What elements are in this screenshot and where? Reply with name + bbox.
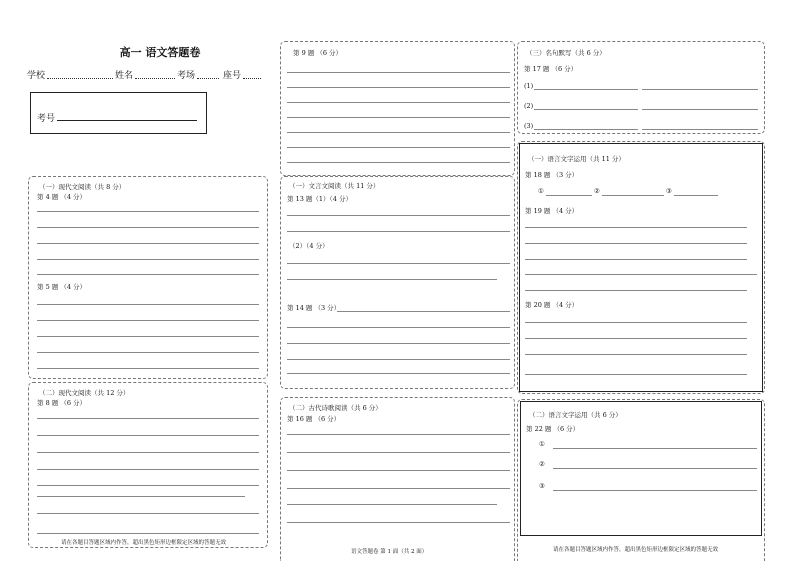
page-title: 高一 语文答题卷 (119, 46, 201, 59)
q13-1-answer-line[interactable] (287, 231, 510, 232)
q18-mark-3: ③ (666, 187, 672, 195)
q9-answer-line[interactable] (287, 102, 510, 103)
q14-answer-line[interactable] (287, 343, 510, 344)
q4-answer-line[interactable] (37, 243, 259, 244)
dictation-heading: （三）名句默写（共 6 分） (526, 49, 606, 57)
name-label: 姓名 (115, 71, 134, 81)
q8-answer-line[interactable] (37, 496, 245, 497)
q18-blank-2[interactable] (602, 195, 664, 196)
q5-answer-line[interactable] (37, 352, 259, 353)
q18-label: 第 18 题 （3 分） (525, 171, 579, 179)
q5-label: 第 5 题 （4 分） (37, 283, 87, 291)
q8-answer-line[interactable] (37, 469, 259, 470)
q9-answer-line[interactable] (287, 72, 510, 73)
q17-item-3-label: (3) (524, 122, 534, 130)
q19-answer-line[interactable] (525, 227, 747, 228)
q16-answer-line[interactable] (287, 434, 510, 435)
page-footer: 语文答题卷 第 1 面（共 2 面） (351, 549, 428, 555)
q22-item-2-label: ② (539, 460, 545, 468)
answer-area-notice: 请在各题目答题区域内作答，超出黑色矩形边框限定区域的答题无效 (553, 547, 719, 553)
q8-answer-line[interactable] (37, 435, 259, 436)
exam-number-label: 考号 (37, 114, 56, 124)
q18-mark-1: ① (538, 187, 544, 195)
poetry-reading-heading: （二）古代诗歌阅读（共 6 分） (289, 404, 382, 412)
q9-panel (280, 41, 515, 176)
q22-item-2-field[interactable] (553, 468, 757, 469)
q4-answer-line[interactable] (37, 259, 259, 260)
modern-reading-1-panel (28, 176, 268, 379)
q22-item-1-label: ① (539, 440, 545, 448)
q14-answer-line[interactable] (337, 311, 510, 312)
q18-blank-1[interactable] (546, 195, 592, 196)
q5-answer-line[interactable] (37, 336, 259, 337)
modern-reading-2-heading: （二）现代文阅读（共 12 分） (39, 389, 130, 397)
q13-2-label: （2）（4 分） (289, 242, 329, 250)
q13-2-answer-line[interactable] (287, 263, 510, 264)
modern-reading-1-heading: （一）现代文阅读（共 8 分） (39, 183, 126, 191)
q20-answer-line[interactable] (525, 338, 747, 339)
language-use-2-panel (520, 401, 762, 536)
q9-label: 第 9 题 （6 分） (293, 49, 343, 57)
q17-label: 第 17 题 （6 分） (524, 65, 578, 73)
q18-blank-3[interactable] (674, 195, 718, 196)
q16-answer-line[interactable] (287, 522, 510, 523)
q4-label: 第 4 题 （4 分） (37, 193, 87, 201)
modern-reading-2-panel (28, 382, 268, 548)
q20-answer-line[interactable] (525, 374, 747, 375)
q14-answer-line[interactable] (287, 327, 510, 328)
school-label: 学校 (27, 71, 46, 81)
q9-answer-line[interactable] (287, 162, 510, 163)
poetry-reading-panel (280, 397, 515, 561)
q8-label: 第 8 题 （6 分） (37, 399, 87, 407)
classical-reading-heading: （一）文言文阅读（共 11 分） (289, 182, 380, 190)
q17-item-1-label: (1) (524, 82, 534, 90)
q18-mark-2: ② (594, 187, 600, 195)
q13-1-label: 第 13 题（1）（4 分） (287, 195, 352, 203)
q17-item-1-field[interactable] (534, 89, 638, 90)
q9-answer-line[interactable] (287, 87, 510, 88)
exam-number-box (30, 92, 207, 134)
q22-item-1-field[interactable] (553, 448, 757, 449)
q13-1-answer-line[interactable] (287, 215, 510, 216)
q8-answer-line[interactable] (37, 485, 259, 486)
q17-item-1-field[interactable] (642, 89, 758, 90)
seat-field[interactable] (243, 78, 261, 79)
q4-answer-line[interactable] (37, 227, 259, 228)
q8-answer-line[interactable] (37, 513, 259, 514)
room-field[interactable] (197, 78, 219, 79)
q17-item-2-field[interactable] (642, 109, 758, 110)
seat-label: 座号 (223, 71, 242, 81)
q5-answer-line[interactable] (37, 320, 259, 321)
q8-answer-line[interactable] (37, 533, 259, 534)
q19-label: 第 19 题 （4 分） (525, 207, 579, 215)
answer-area-notice: 请在各题目答题区域内作答，超出黑色矩形边框限定区域的答题无效 (61, 540, 227, 546)
language-use-1-heading: （一）语言文字运用（共 11 分） (528, 155, 625, 163)
q14-label: 第 14 题 （3 分） (287, 304, 341, 312)
q8-answer-line[interactable] (37, 452, 259, 453)
student-info-line (27, 68, 263, 82)
q22-label: 第 22 题 （6 分） (526, 425, 580, 433)
q4-answer-line[interactable] (37, 274, 259, 275)
language-use-1-panel (519, 143, 763, 392)
q17-item-2-field[interactable] (534, 109, 638, 110)
name-field[interactable] (135, 78, 175, 79)
school-field[interactable] (47, 78, 113, 79)
exam-number-field[interactable] (57, 120, 197, 121)
room-label: 考场 (177, 71, 196, 81)
q14-answer-line[interactable] (287, 359, 510, 360)
q17-item-3-field[interactable] (642, 129, 758, 130)
q16-answer-line[interactable] (287, 488, 510, 489)
q16-answer-line[interactable] (287, 470, 510, 471)
q20-label: 第 20 题 （4 分） (525, 301, 579, 309)
q13-2-answer-line[interactable] (287, 279, 497, 280)
q17-item-2-label: (2) (524, 102, 534, 110)
q19-answer-line[interactable] (525, 259, 747, 260)
dictation-panel (517, 41, 765, 134)
q9-answer-line[interactable] (287, 132, 510, 133)
language-use-2-heading: （二）语言文字运用（共 6 分） (529, 411, 622, 419)
q17-item-3-field[interactable] (534, 129, 638, 130)
q14-answer-line[interactable] (287, 373, 510, 374)
q9-answer-line[interactable] (287, 147, 510, 148)
q19-answer-line[interactable] (525, 290, 747, 291)
q8-answer-line[interactable] (37, 418, 259, 419)
q19-answer-line[interactable] (525, 274, 757, 275)
q16-answer-line[interactable] (287, 452, 510, 453)
q16-label: 第 16 题 （6 分） (287, 415, 341, 423)
q22-item-3-field[interactable] (553, 490, 757, 491)
q5-answer-line[interactable] (37, 304, 259, 305)
q20-answer-line[interactable] (525, 322, 747, 323)
q16-answer-line[interactable] (287, 504, 497, 505)
q5-answer-line[interactable] (37, 368, 259, 369)
q22-item-3-label: ③ (539, 482, 545, 490)
q4-answer-line[interactable] (37, 211, 259, 212)
classical-reading-panel (280, 176, 515, 389)
q9-answer-line[interactable] (287, 117, 510, 118)
q20-answer-line[interactable] (525, 354, 747, 355)
q19-answer-line[interactable] (525, 243, 747, 244)
